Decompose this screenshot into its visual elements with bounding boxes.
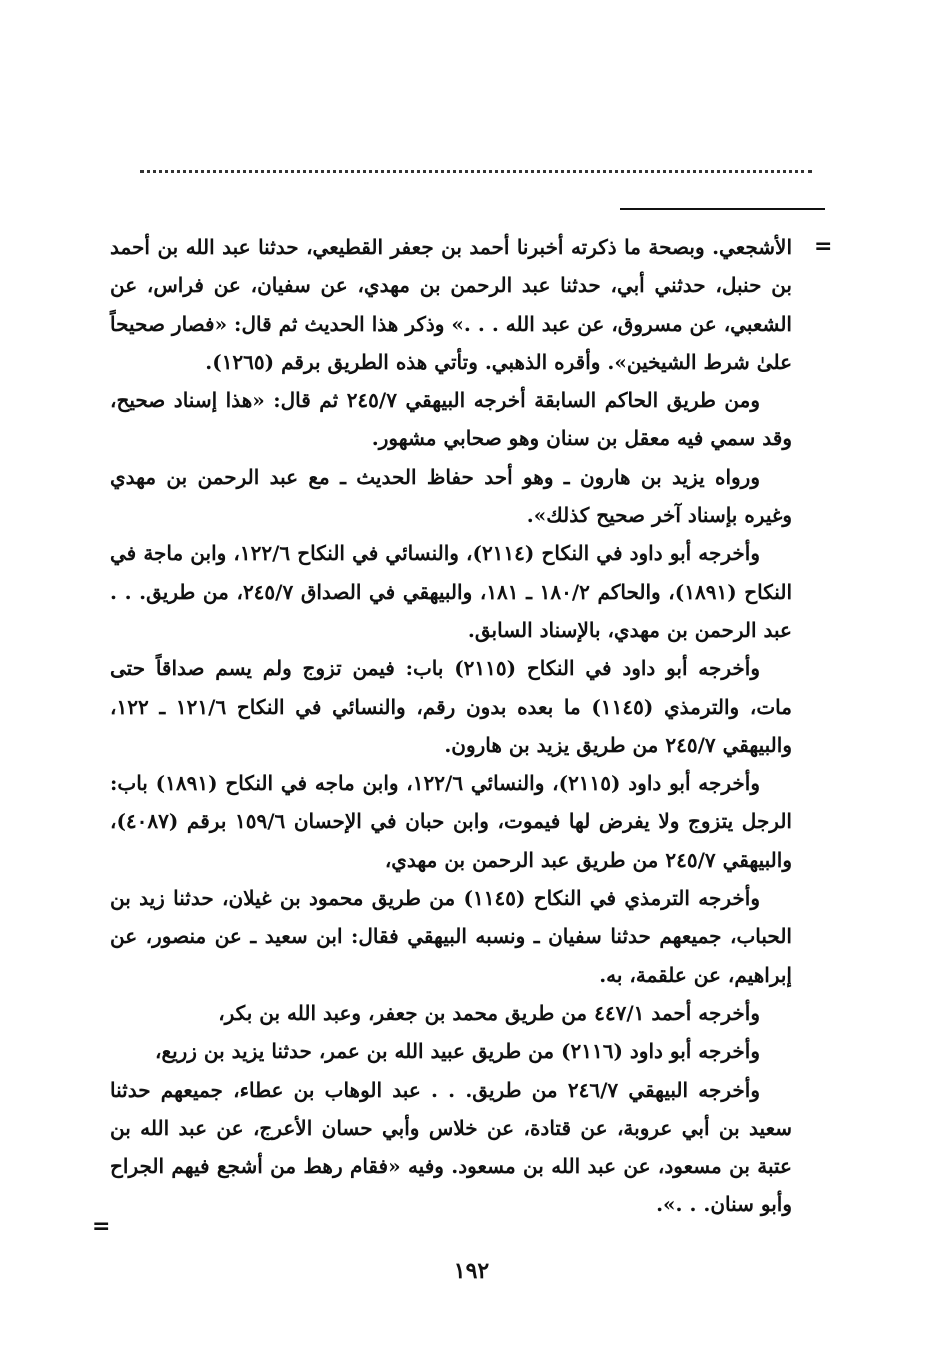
page-number: ١٩٢ xyxy=(453,1258,490,1284)
continuation-marker-bottom: = xyxy=(92,1214,111,1239)
paragraph-1: الأشجعي. وبصحة ما ذكرته أخبرنا أحمد بن جعفر القطيعي، حدثنا عبد الله بن أحمد بن حنبل، حدثني أبي، حدثنا عبد الرحمن بن مهدي، عن سفيان، عن فراس، عن الشعبي، عن مسروق، عن عبد الله . . .» وذكر هذا الحديث ثم قال: «فصار صحيحاً علىٰ شرط الشيخين». وأقره الذهبي. وتأتي هذه الطريق برقم (١٢٦٥). xyxy=(110,235,793,374)
paragraph-3: ورواه يزيد بن هارون ـ وهو أحد حفاظ الحديث ـ مع عبد الرحمن بن مهدي وغيره بإسناد آخر صحيح كذلك». xyxy=(110,464,792,528)
paragraph-7: وأخرجه الترمذي في النكاح (١١٤٥) من طريق محمود بن غيلان، حدثنا زيد بن الحباب، جميعهم حدثنا سفيان ـ ونسبه البيهقي فقال: ابن سعيد ـ عن منصور، عن إبراهيم، عن علقمة، به. xyxy=(110,886,792,987)
footnote-rule xyxy=(620,208,825,210)
paragraph-5: وأخرجه أبو داود في النكاح (٢١١٥) باب: فيمن تزوج ولم يسم صداقاً حتى مات، والترمذي (١١٤٥) ما بعده بدون رقم، والنسائي في النكاح ١٢١/٦ ـ ١٢٢، والبيهقي ٢٤٥/٧ من طريق يزيد بن هارون. xyxy=(110,656,792,757)
continuation-marker-top: = xyxy=(814,234,833,259)
paragraph-2: ومن طريق الحاكم السابقة أخرجه البيهقي ٢٤٥/٧ ثم قال: «هذا إسناد صحيح، وقد سمي فيه معقل بن سنان وهو صحابي مشهور. xyxy=(110,388,792,451)
paragraph-4: وأخرجه أبو داود في النكاح (٢١١٤)، والنسائي في النكاح ١٢٢/٦، وابن ماجة في النكاح (١٨٩١)، والحاكم ١٨٠/٢ ـ ١٨١، والبيهقي في الصداق ٢٤٥/٧، من طريق. . . عبد الرحمن بن مهدي، بالإسناد السابق. xyxy=(110,541,792,642)
paragraph-10: وأخرجه البيهقي ٢٤٦/٧ من طريق. . . عبد الوهاب بن عطاء، جميعهم حدثنا سعيد بن أبي عروبة، عن قتادة، عن خلاس وأبي حسان الأعرج، عن عبد الله بن عتبة بن مسعود، عن عبد الله بن مسعود. وفيه «فقام رهط من أشجع فيهم الجراح وأبو سنان. . .». xyxy=(110,1077,792,1217)
footnote-body xyxy=(110,228,792,1224)
paragraph-8: وأخرجه أحمد ٤٤٧/١ من طريق محمد بن جعفر، وعبد الله بن بكر، xyxy=(218,1000,760,1025)
paragraph-9: وأخرجه أبو داود (٢١١٦) من طريق عبيد الله بن عمر، حدثنا يزيد بن زريع، xyxy=(154,1039,760,1064)
dotted-separator xyxy=(140,170,812,185)
paragraph-6: وأخرجه أبو داود (٢١١٥)، والنسائي ١٢٢/٦، وابن ماجه في النكاح (١٨٩١) باب: الرجل يتزوج ولا يفرض لها فيموت، وابن حبان في الإحسان ١٥٩/٦ برقم (٤٠٨٧)، والبيهقي ٢٤٥/٧ من طريق عبد الرحمن بن مهدي، xyxy=(110,771,792,872)
